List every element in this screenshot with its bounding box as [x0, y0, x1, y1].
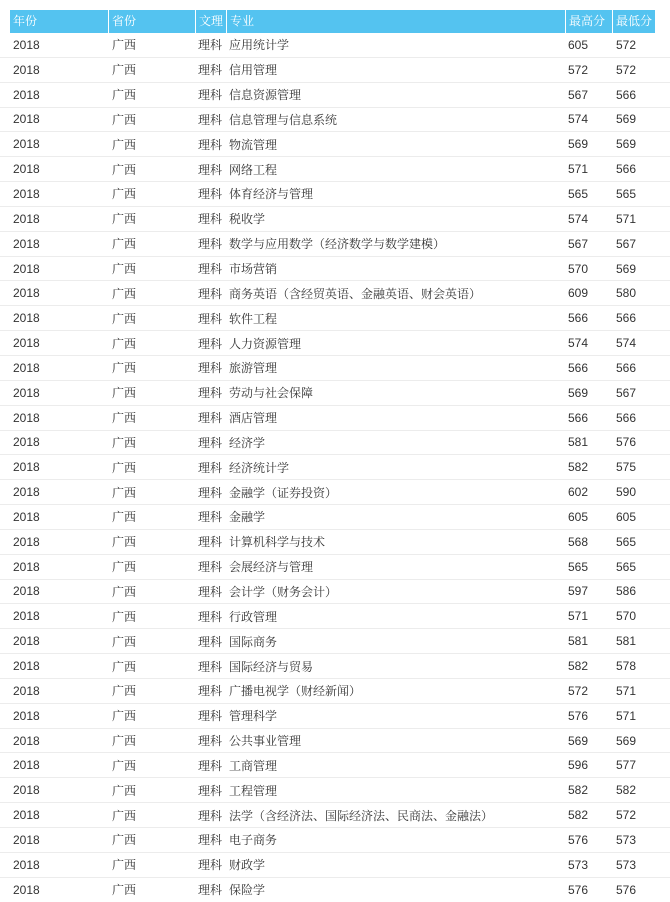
- table-row: [0, 331, 670, 356]
- cell-year: 2018: [13, 37, 40, 52]
- table-row: [0, 828, 670, 853]
- cell-province: 广西: [112, 212, 137, 227]
- cell-year: 2018: [13, 584, 40, 599]
- cell-major: 法学（含经济法、国际经济法、民商法、金融法）: [229, 808, 494, 823]
- cell-province: 广西: [112, 460, 137, 475]
- cell-major: 电子商务: [229, 833, 278, 848]
- cell-province: 广西: [112, 510, 137, 525]
- cell-year: 2018: [13, 311, 40, 326]
- cell-min-score: 572: [616, 808, 637, 823]
- cell-max-score: 574: [568, 112, 589, 127]
- cell-min-score: 566: [616, 360, 637, 375]
- cell-max-score: 567: [568, 236, 589, 251]
- cell-province: 广西: [112, 112, 137, 127]
- table-row: [0, 629, 670, 654]
- cell-max-score: 582: [568, 783, 589, 798]
- cell-major: 信息管理与信息系统: [229, 112, 338, 127]
- cell-track: 理科: [198, 609, 223, 624]
- cell-province: 广西: [112, 858, 137, 873]
- cell-min-score: 574: [616, 336, 637, 351]
- cell-major: 财政学: [229, 858, 266, 873]
- cell-min-score: 586: [616, 584, 637, 599]
- cell-min-score: 575: [616, 460, 637, 475]
- table-row: [0, 356, 670, 381]
- cell-max-score: 567: [568, 87, 589, 102]
- cell-province: 广西: [112, 833, 137, 848]
- cell-min-score: 569: [616, 733, 637, 748]
- cell-max-score: 576: [568, 832, 589, 847]
- cell-min-score: 565: [616, 186, 637, 201]
- cell-major: 工程管理: [229, 783, 278, 798]
- cell-major: 公共事业管理: [229, 734, 302, 749]
- cell-province: 广西: [112, 758, 137, 773]
- cell-min-score: 580: [616, 286, 637, 301]
- table-row: [0, 306, 670, 331]
- cell-track: 理科: [198, 88, 223, 103]
- cell-major: 工商管理: [229, 758, 278, 773]
- cell-max-score: 571: [568, 609, 589, 624]
- cell-track: 理科: [198, 187, 223, 202]
- cell-province: 广西: [112, 560, 137, 575]
- cell-min-score: 570: [616, 609, 637, 624]
- table-row: [0, 580, 670, 605]
- cell-major: 数学与应用数学（经济数学与数学建模）: [229, 237, 446, 252]
- cell-min-score: 605: [616, 509, 637, 524]
- table-row: [0, 157, 670, 182]
- cell-major: 软件工程: [229, 311, 278, 326]
- cell-track: 理科: [198, 336, 223, 351]
- cell-min-score: 571: [616, 708, 637, 723]
- cell-province: 广西: [112, 634, 137, 649]
- cell-province: 广西: [112, 535, 137, 550]
- cell-year: 2018: [13, 112, 40, 127]
- cell-max-score: 605: [568, 509, 589, 524]
- cell-max-score: 568: [568, 534, 589, 549]
- cell-year: 2018: [13, 360, 40, 375]
- cell-year: 2018: [13, 460, 40, 475]
- header-min-score: 最低分: [612, 10, 655, 33]
- header-major: 专业: [226, 10, 565, 33]
- header-track: 文理: [195, 10, 226, 33]
- table-row: [0, 803, 670, 828]
- cell-major: 金融学: [229, 510, 266, 525]
- cell-province: 广西: [112, 286, 137, 301]
- cell-major: 行政管理: [229, 609, 278, 624]
- cell-province: 广西: [112, 237, 137, 252]
- cell-min-score: 582: [616, 783, 637, 798]
- cell-track: 理科: [198, 212, 223, 227]
- table-row: [0, 753, 670, 778]
- cell-track: 理科: [198, 758, 223, 773]
- cell-year: 2018: [13, 186, 40, 201]
- cell-min-score: 576: [616, 882, 637, 897]
- table-row: [0, 132, 670, 157]
- cell-max-score: 569: [568, 137, 589, 152]
- cell-track: 理科: [198, 535, 223, 550]
- cell-max-score: 576: [568, 882, 589, 897]
- cell-province: 广西: [112, 162, 137, 177]
- cell-max-score: 581: [568, 435, 589, 450]
- table-row: [0, 232, 670, 257]
- cell-max-score: 582: [568, 460, 589, 475]
- cell-max-score: 602: [568, 485, 589, 500]
- cell-max-score: 581: [568, 634, 589, 649]
- cell-max-score: 576: [568, 708, 589, 723]
- cell-track: 理科: [198, 808, 223, 823]
- cell-min-score: 566: [616, 311, 637, 326]
- header-max-score: 最高分: [565, 10, 612, 33]
- cell-year: 2018: [13, 808, 40, 823]
- table-row: [0, 83, 670, 108]
- table-row: [0, 555, 670, 580]
- cell-year: 2018: [13, 137, 40, 152]
- cell-track: 理科: [198, 858, 223, 873]
- cell-year: 2018: [13, 783, 40, 798]
- cell-province: 广西: [112, 609, 137, 624]
- cell-province: 广西: [112, 485, 137, 500]
- cell-province: 广西: [112, 386, 137, 401]
- cell-year: 2018: [13, 733, 40, 748]
- cell-year: 2018: [13, 87, 40, 102]
- cell-min-score: 581: [616, 634, 637, 649]
- cell-max-score: 565: [568, 186, 589, 201]
- cell-major: 金融学（证券投资）: [229, 485, 338, 500]
- cell-max-score: 572: [568, 62, 589, 77]
- cell-major: 劳动与社会保障: [229, 386, 314, 401]
- cell-track: 理科: [198, 510, 223, 525]
- cell-max-score: 574: [568, 211, 589, 226]
- cell-year: 2018: [13, 485, 40, 500]
- table-row: [0, 530, 670, 555]
- cell-year: 2018: [13, 857, 40, 872]
- cell-min-score: 571: [616, 683, 637, 698]
- table-row: [0, 878, 670, 902]
- cell-track: 理科: [198, 411, 223, 426]
- cell-min-score: 569: [616, 137, 637, 152]
- table-row: [0, 281, 670, 306]
- cell-major: 国际经济与贸易: [229, 659, 314, 674]
- cell-max-score: 569: [568, 385, 589, 400]
- cell-min-score: 566: [616, 162, 637, 177]
- table-row: [0, 431, 670, 456]
- cell-min-score: 573: [616, 857, 637, 872]
- cell-year: 2018: [13, 162, 40, 177]
- cell-year: 2018: [13, 609, 40, 624]
- cell-max-score: 565: [568, 559, 589, 574]
- table-body: [0, 33, 670, 902]
- cell-min-score: 566: [616, 410, 637, 425]
- cell-min-score: 566: [616, 87, 637, 102]
- table-row: [0, 505, 670, 530]
- cell-year: 2018: [13, 62, 40, 77]
- admission-scores-page: [0, 10, 670, 902]
- cell-min-score: 569: [616, 261, 637, 276]
- cell-province: 广西: [112, 63, 137, 78]
- cell-max-score: 597: [568, 584, 589, 599]
- cell-max-score: 573: [568, 857, 589, 872]
- table-row: [0, 480, 670, 505]
- cell-year: 2018: [13, 286, 40, 301]
- cell-province: 广西: [112, 435, 137, 450]
- cell-province: 广西: [112, 808, 137, 823]
- cell-min-score: 578: [616, 659, 637, 674]
- cell-province: 广西: [112, 659, 137, 674]
- cell-min-score: 565: [616, 559, 637, 574]
- table-row: [0, 604, 670, 629]
- table-row: [0, 704, 670, 729]
- cell-province: 广西: [112, 411, 137, 426]
- cell-year: 2018: [13, 336, 40, 351]
- cell-min-score: 573: [616, 832, 637, 847]
- cell-year: 2018: [13, 261, 40, 276]
- cell-year: 2018: [13, 211, 40, 226]
- cell-max-score: 566: [568, 311, 589, 326]
- cell-year: 2018: [13, 559, 40, 574]
- cell-track: 理科: [198, 634, 223, 649]
- cell-max-score: 605: [568, 37, 589, 52]
- cell-track: 理科: [198, 659, 223, 674]
- cell-min-score: 572: [616, 37, 637, 52]
- cell-major: 商务英语（含经贸英语、金融英语、财会英语）: [229, 286, 482, 301]
- cell-min-score: 577: [616, 758, 637, 773]
- cell-province: 广西: [112, 88, 137, 103]
- cell-track: 理科: [198, 262, 223, 277]
- cell-track: 理科: [198, 485, 223, 500]
- cell-track: 理科: [198, 783, 223, 798]
- cell-major: 管理科学: [229, 709, 278, 724]
- cell-major: 会展经济与管理: [229, 560, 314, 575]
- header-province: 省份: [108, 10, 195, 33]
- cell-track: 理科: [198, 709, 223, 724]
- cell-province: 广西: [112, 336, 137, 351]
- cell-year: 2018: [13, 410, 40, 425]
- cell-max-score: 570: [568, 261, 589, 276]
- cell-max-score: 566: [568, 360, 589, 375]
- cell-max-score: 574: [568, 336, 589, 351]
- cell-year: 2018: [13, 659, 40, 674]
- table-row: [0, 33, 670, 58]
- cell-max-score: 609: [568, 286, 589, 301]
- cell-major: 旅游管理: [229, 361, 278, 376]
- cell-track: 理科: [198, 137, 223, 152]
- cell-province: 广西: [112, 187, 137, 202]
- cell-track: 理科: [198, 734, 223, 749]
- cell-min-score: 576: [616, 435, 637, 450]
- table-row: [0, 381, 670, 406]
- cell-major: 酒店管理: [229, 411, 278, 426]
- table-row: [0, 207, 670, 232]
- table-row: [0, 257, 670, 282]
- cell-max-score: 582: [568, 808, 589, 823]
- cell-year: 2018: [13, 683, 40, 698]
- table-row: [0, 853, 670, 878]
- table-header: [10, 10, 655, 33]
- cell-min-score: 590: [616, 485, 637, 500]
- cell-year: 2018: [13, 758, 40, 773]
- cell-min-score: 567: [616, 236, 637, 251]
- cell-track: 理科: [198, 386, 223, 401]
- cell-province: 广西: [112, 883, 137, 898]
- cell-max-score: 571: [568, 162, 589, 177]
- table-row: [0, 679, 670, 704]
- cell-major: 信用管理: [229, 63, 278, 78]
- cell-major: 人力资源管理: [229, 336, 302, 351]
- cell-major: 经济统计学: [229, 460, 290, 475]
- cell-year: 2018: [13, 509, 40, 524]
- table-row: [0, 455, 670, 480]
- cell-major: 计算机科学与技术: [229, 535, 326, 550]
- cell-max-score: 566: [568, 410, 589, 425]
- cell-major: 国际商务: [229, 634, 278, 649]
- cell-province: 广西: [112, 584, 137, 599]
- cell-major: 广播电视学（财经新闻）: [229, 684, 362, 699]
- table-row: [0, 778, 670, 803]
- cell-track: 理科: [198, 162, 223, 177]
- table-row: [0, 58, 670, 83]
- cell-province: 广西: [112, 734, 137, 749]
- cell-track: 理科: [198, 833, 223, 848]
- cell-year: 2018: [13, 435, 40, 450]
- cell-year: 2018: [13, 385, 40, 400]
- cell-province: 广西: [112, 361, 137, 376]
- table-row: [0, 182, 670, 207]
- cell-track: 理科: [198, 883, 223, 898]
- cell-track: 理科: [198, 435, 223, 450]
- table-row: [0, 729, 670, 754]
- cell-max-score: 582: [568, 659, 589, 674]
- cell-province: 广西: [112, 137, 137, 152]
- cell-year: 2018: [13, 832, 40, 847]
- cell-track: 理科: [198, 584, 223, 599]
- header-year: 年份: [13, 14, 38, 28]
- cell-track: 理科: [198, 63, 223, 78]
- cell-track: 理科: [198, 684, 223, 699]
- cell-track: 理科: [198, 560, 223, 575]
- cell-major: 应用统计学: [229, 38, 290, 53]
- cell-min-score: 572: [616, 62, 637, 77]
- cell-major: 会计学（财务会计）: [229, 584, 338, 599]
- cell-province: 广西: [112, 709, 137, 724]
- cell-year: 2018: [13, 882, 40, 897]
- cell-track: 理科: [198, 237, 223, 252]
- cell-major: 物流管理: [229, 137, 278, 152]
- table-row: [0, 108, 670, 133]
- cell-min-score: 569: [616, 112, 637, 127]
- cell-track: 理科: [198, 311, 223, 326]
- cell-major: 保险学: [229, 883, 266, 898]
- cell-year: 2018: [13, 634, 40, 649]
- cell-province: 广西: [112, 684, 137, 699]
- cell-major: 市场营销: [229, 262, 278, 277]
- cell-track: 理科: [198, 112, 223, 127]
- table-row: [0, 654, 670, 679]
- cell-min-score: 567: [616, 385, 637, 400]
- cell-min-score: 571: [616, 211, 637, 226]
- table-row: [0, 406, 670, 431]
- cell-province: 广西: [112, 783, 137, 798]
- cell-max-score: 596: [568, 758, 589, 773]
- cell-province: 广西: [112, 38, 137, 53]
- cell-track: 理科: [198, 460, 223, 475]
- cell-province: 广西: [112, 311, 137, 326]
- cell-major: 网络工程: [229, 162, 278, 177]
- cell-year: 2018: [13, 534, 40, 549]
- cell-max-score: 569: [568, 733, 589, 748]
- cell-major: 信息资源管理: [229, 88, 302, 103]
- cell-year: 2018: [13, 708, 40, 723]
- cell-major: 体育经济与管理: [229, 187, 314, 202]
- cell-track: 理科: [198, 286, 223, 301]
- cell-major: 经济学: [229, 435, 266, 450]
- cell-min-score: 565: [616, 534, 637, 549]
- cell-track: 理科: [198, 361, 223, 376]
- cell-major: 税收学: [229, 212, 266, 227]
- cell-track: 理科: [198, 38, 223, 53]
- cell-year: 2018: [13, 236, 40, 251]
- cell-province: 广西: [112, 262, 137, 277]
- cell-max-score: 572: [568, 683, 589, 698]
